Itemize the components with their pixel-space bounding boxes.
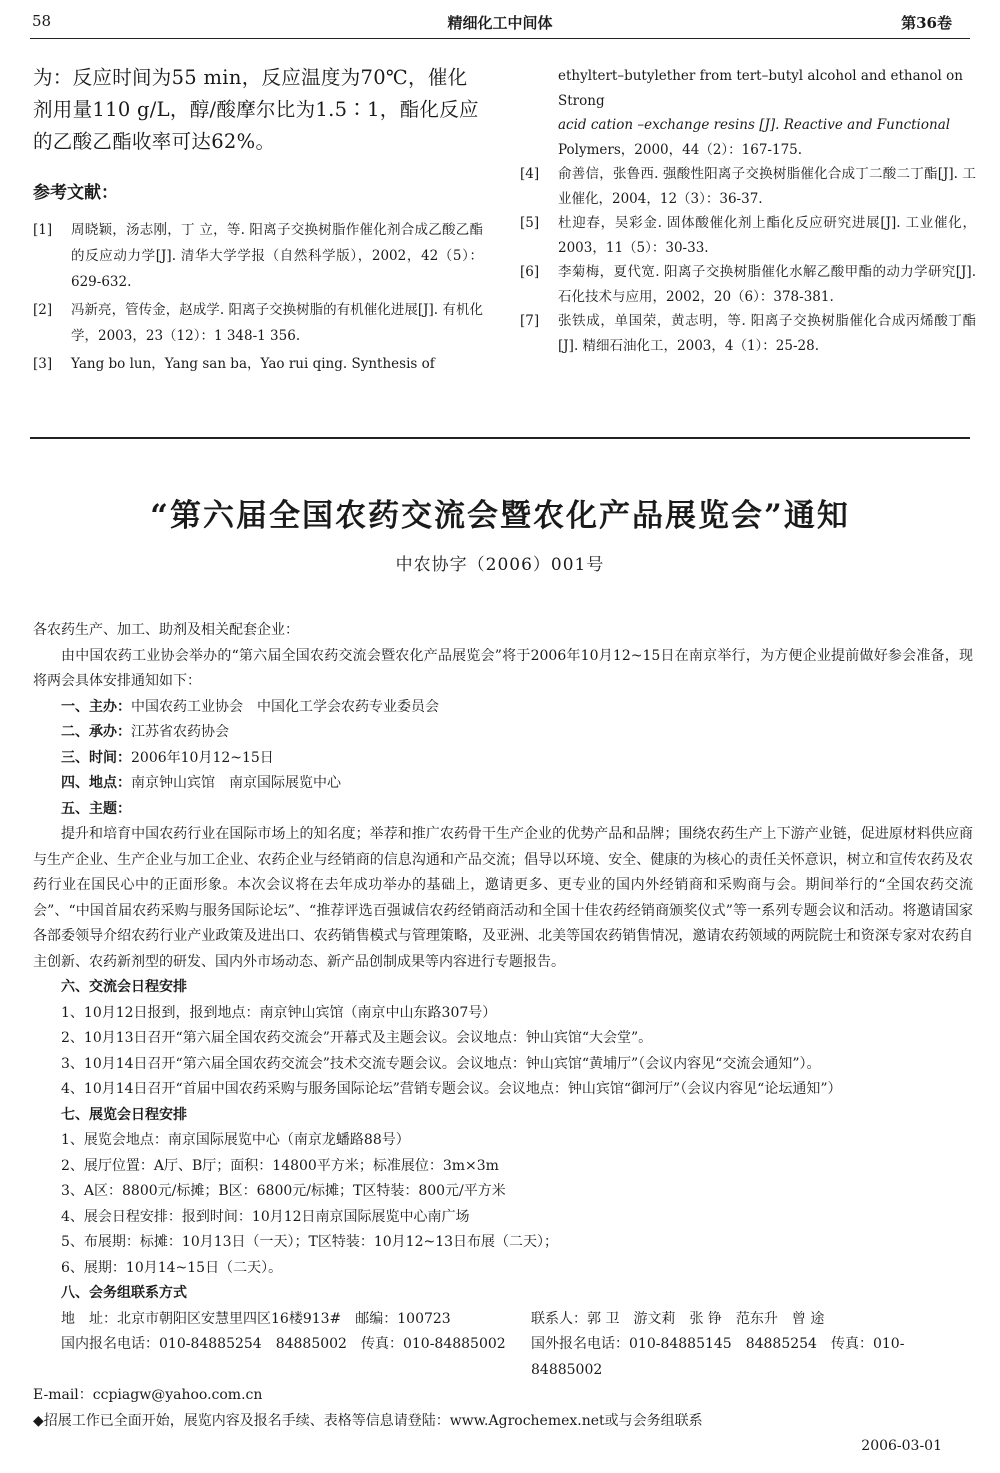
item-value: 江苏省农药协会 [131,724,229,740]
item-value: 2006年10月12~15日 [131,749,274,766]
organizer-line [33,695,973,721]
schedule-item: 3、10月14日召开“第六届全国农药交流会”技术交流专题会议。会议地点：钟山宾馆“黄埔厅”（会议内容见“交流会通知”）。 [61,1055,821,1072]
section-heading: 六、交流会日程安排 [61,979,187,995]
reference-number: [5] [520,215,540,231]
volume-label: 第36卷 [901,14,952,32]
notice-title: “第六届全国农药交流会暨农化产品展览会”通知 [150,498,850,534]
exhibition-item: 4、展会日程安排：报到时间：10月12日南京国际展览中心南广场 [61,1208,470,1225]
schedule-item: 4、10月14日召开“首届中国农药采购与服务国际论坛”营销专题会议。会议地点：钟山宾馆“御河厅”（会议内容见“论坛通知”） [61,1081,842,1097]
reference-item [33,217,483,295]
item-value: 南京钟山宾馆 南京国际展览中心 [131,775,341,791]
reference-number: [7] [520,313,540,329]
reference-number: [1] [33,222,53,238]
contact-row [33,1307,973,1333]
notice-date: 2006-03-01 [861,1438,942,1454]
salutation: 各农药生产、加工、助剂及相关配套企业： [33,622,299,638]
exhibition-item: 3、A区：8800元/标摊；B区：6800元/标摊；T区特装：800元/平方米 [61,1183,506,1199]
document-number: 中农协字（2006）001号 [395,555,605,575]
exhibition-item: 6、展期：10月14~15日（二天）。 [61,1259,283,1276]
item-value: 中国农药工业协会 中国化工学会农药专业委员会 [131,698,439,715]
reference-item [520,309,976,358]
foreign-phone: 国外报名电话：010-84885145 84885254 传真：010-84885002 [531,1336,905,1378]
reference-text: 周晓颖，汤志刚，丁 立，等. 阳离子交换树脂作催化剂合成乙酸乙酯的反应动力学[J]. 清华大学学报（自然科学版），2002，42（5）：629-632. [71,222,483,290]
reference-item [520,211,976,260]
journal-name: 精细化工中间体 [447,14,553,32]
reference-text: 杜迎春，吴彩金. 固体酸催化剂上酯化反应研究进展[J]. 工业催化，2003，11（5）：30-33. [558,215,976,256]
header-divider [30,38,970,39]
reference-item [520,162,976,211]
reference-item [33,297,483,349]
reference-number: [2] [33,302,53,318]
page-number: 58 [32,12,52,30]
domestic-phone: 国内报名电话：010-84885254 84885002 传真：010-84885002 [61,1336,506,1352]
reference-number: [6] [520,264,540,280]
reference-text: 张铁成，单国荣，黄志明，等. 阳离子交换树脂催化合成丙烯酸丁酯[J]. 精细石油化工，2003，4（1）：25-28. [558,313,976,354]
intro-paragraph: 由中国农药工业协会举办的“第六届全国农药交流会暨农化产品展览会”将于2006年10月12~15日在南京举行，为方便企业提前做好参会准备，现将两会具体安排通知如下： [33,647,973,689]
exhibition-item: 2、展厅位置：A厅、B厅；面积：14800平方米；标准展位：3m×3m [61,1157,499,1174]
reference-number: [4] [520,166,540,182]
website-note: ◆招展工作已全面开始，展览内容及报名手续、表格等信息请登陆：www.Agrochemex.net或与会务组联系 [33,1412,703,1429]
item-label: 三、时间： [61,749,131,766]
reference-item [520,260,976,309]
reference-continuation: acid cation –exchange resins [J]. Reactive and Functional [558,117,951,133]
page-header [0,0,1000,40]
section-divider [30,437,970,439]
conclusion-text: 为：反应时间为55 min，反应温度为70℃，催化剂用量110 g/L，醇/酸摩尔比为1.5∶1，酯化反应的乙酸乙酯收率可达62%。 [33,66,479,153]
item-label: 一、主办： [61,698,131,715]
section-heading: 八、会务组联系方式 [61,1285,187,1301]
reference-continuation: Polymers，2000，44（2）：167-175. [558,141,803,158]
contact-row [33,1332,973,1383]
co-organizer-line [33,720,973,746]
section-heading: 七、展览会日程安排 [61,1106,187,1123]
schedule-item: 2、10月13日召开“第六届全国农药交流会”开幕式及主题会议。会议地点：钟山宾馆“大会堂”。 [61,1030,653,1046]
notice-body [33,618,973,1434]
reference-number: [3] [33,356,53,372]
theme-label: 五、主题： [61,800,131,817]
theme-paragraph: 提升和培育中国农药行业在国际市场上的知名度；举荐和推广农药骨干生产企业的优势产品和品牌；围绕农药生产上下游产业链，促进原材料供应商与生产企业、生产企业与加工企业、农药企业与经销商的信息沟通和产品交流；倡导以环境、安全、健康的为核心的责任关怀意识，树立和宣传农药及农药行业在国民心中的正面形象。本次会议将在去年成功举办的基础上，邀请更多、更专业的国内外经销商和采购商与会。期间举行的“全国农药交流会”、“中国首届农药采购与服务国际论坛”、“推荐评选百强诚信农药经销商活动和全国十佳农药经销商颁奖仪式”等一系列专题会议和活动。将邀请国家各部委领导介绍农药行业产业政策及进出口、农药销售模式与管理策略，及亚洲、北美等国农药销售情况，邀请农药领域的两院院士和资深专家对农药自主创新、农药新剂型的研发、国内外市场动态、新产品创制成果等内容进行专题报告。 [33,826,973,970]
reference-text: 李菊梅，夏代宽. 阳离子交换树脂催化水解乙酸甲酯的动力学研究[J]. 石化技术与应用，2002，20（6）：378-381. [558,264,976,305]
location-line [33,771,973,797]
email-line: E-mail：ccpiagw@yahoo.com.cn [33,1387,263,1403]
left-column [33,62,483,379]
reference-continuation: ethyltert–butylether from tert–butyl alcohol and ethanol on Strong [558,68,963,109]
contact-persons: 联系人：郭 卫 游文莉 张 铮 范东升 曾 途 [531,1310,825,1327]
right-column [520,64,976,358]
item-label: 二、承办： [61,724,131,740]
time-line [33,746,973,772]
reference-item [33,351,483,377]
address-text: 地 址：北京市朝阳区安慧里四区16楼913# 邮编：100723 [61,1310,451,1327]
reference-text: 俞善信，张鲁西. 强酸性阳离子交换树脂催化合成丁二酸二丁酯[J]. 工业催化，2004，12（3）：36-37. [558,166,976,207]
reference-text: 冯新亮，管传金，赵成学. 阳离子交换树脂的有机催化进展[J]. 有机化学，2003，23（12）：1 348-1 356. [71,302,483,344]
exhibition-item: 5、布展期：标摊：10月13日（一天）；T区特装：10月12~13日布展（二天）； [61,1234,559,1250]
reference-text: Yang bo lun，Yang san ba，Yao rui qing. Synthesis of [71,356,435,372]
schedule-item: 1、10月12日报到，报到地点：南京钟山宾馆（南京中山东路307号） [61,1004,497,1021]
references-heading: 参考文献： [33,183,118,203]
item-label: 四、地点： [61,775,131,791]
exhibition-item: 1、展览会地点：南京国际展览中心（南京龙蟠路88号） [61,1132,410,1148]
